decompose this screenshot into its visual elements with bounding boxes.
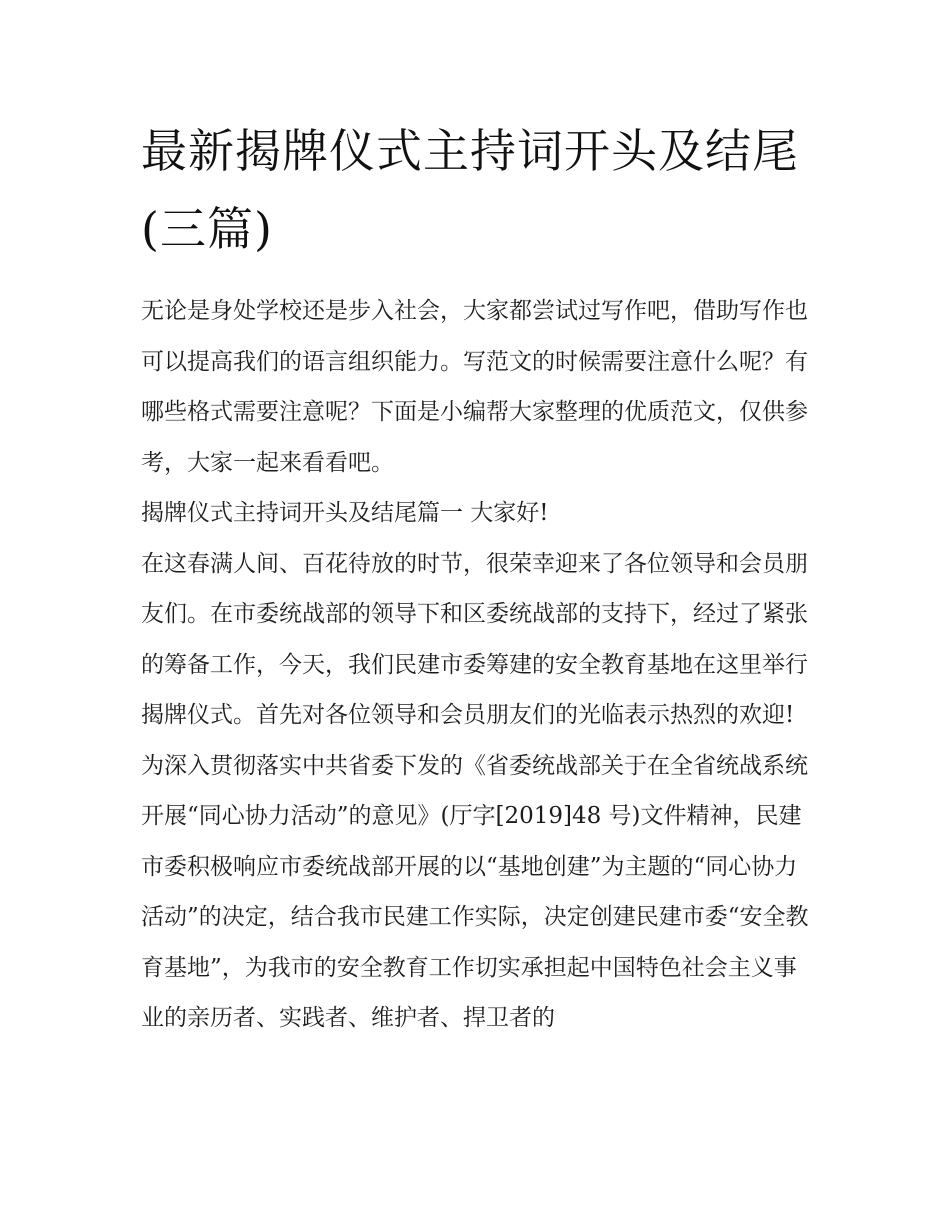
intro-paragraph: 无论是身处学校还是步入社会，大家都尝试过写作吧，借助写作也可以提高我们的语言组织能力。写范文的时候需要注意什么呢？有哪些格式需要注意呢？下面是小编帮大家整理的优质范文，仅供参考，大家一起来看看吧。 [141,298,808,476]
document-body [141,286,813,1044]
document-title: 最新揭牌仪式主持词开头及结尾(三篇) [141,124,799,256]
background-paragraph: 为深入贯彻落实中共省委下发的《省委统战部关于在全省统战系统开展“同心协力活动”的意见》(厅字[2019]48 号)文件精神，民建市委积极响应市委统战部开展的以“基地创建”为主题的“同心协力活动”的决定，结合我市民建工作实际，决定创建民建市委“安全教育基地”，为我市的安全教育工作切实承担起中国特色社会主义事业的亲历者、实践者、维护者、捍卫者的 [141,752,809,1031]
document-page [141,112,813,1044]
section-heading-paragraph: 揭牌仪式主持词开头及结尾篇一 大家好! [141,500,549,526]
welcome-paragraph: 在这春满人间、百花待放的时节，很荣幸迎来了各位领导和会员朋友们。在市委统战部的领导下和区委统战部的支持下，经过了紧张的筹备工作，今天，我们民建市委筹建的安全教育基地在这里举行揭牌仪式。首先对各位领导和会员朋友们的光临表示热烈的欢迎! [141,550,808,728]
